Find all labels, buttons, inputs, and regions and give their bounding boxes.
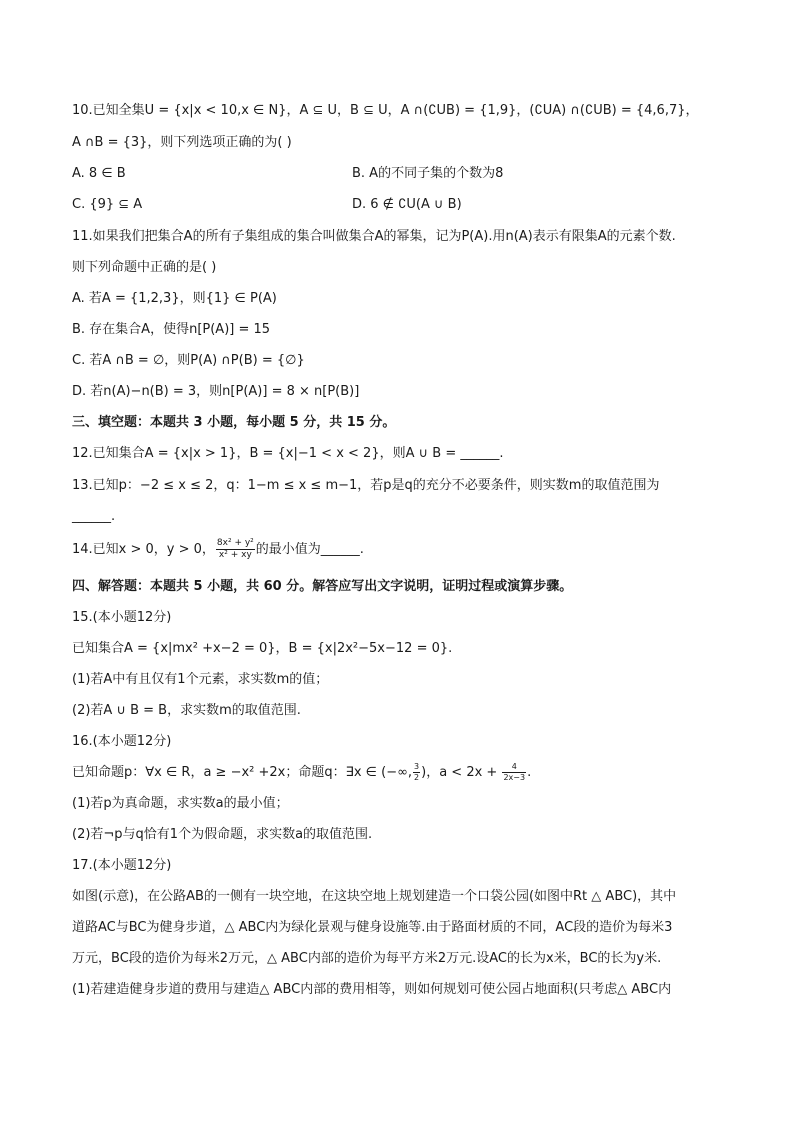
q12-stem: 12.已知集合A = {x|x > 1}，B = {x|−1 < x < 2}，则A ∪ B = ______. bbox=[72, 446, 504, 461]
q10-option-a: A. 8 ∈ B bbox=[72, 166, 126, 181]
q10-option-c: C. {9} ⊆ A bbox=[72, 197, 143, 212]
q16-stem bbox=[72, 762, 531, 783]
section-3-heading: 三、填空题：本题共 3 小题，每小题 5 分，共 15 分。 bbox=[72, 415, 396, 430]
q16-part2: (2)若¬p与q恰有1个为假命题，求实数a的取值范围. bbox=[72, 827, 373, 842]
q10-stem-line1: 10.已知全集U = {x|x < 10,x ∈ N}，A ⊆ U，B ⊆ U，A ∩(∁UB) = {1,9}，(∁UA) ∩(∁UB) = {4,6,7}， bbox=[72, 103, 699, 118]
q13-stem-line2: ______. bbox=[72, 509, 116, 524]
q17-stem-line3: 万元，BC段的造价为每米2万元，△ ABC内部的造价为每平方米2万元.设AC的长为x米，BC的长为y米. bbox=[72, 951, 662, 966]
q16-heading: 16.(本小题12分) bbox=[72, 734, 172, 749]
q11-stem-line1: 11.如果我们把集合A的所有子集组成的集合叫做集合A的幂集，记为P(A).用n(A)表示有限集A的元素个数. bbox=[72, 229, 676, 244]
section-4-heading: 四、解答题：本题共 5 小题，共 60 分。解答应写出文字说明，证明过程或演算步骤。 bbox=[72, 579, 573, 594]
q11-option-d: D. 若n(A)−n(B) = 3，则n[P(A)] = 8 × n[P(B)] bbox=[72, 384, 360, 399]
q15-part2: (2)若A ∪ B = B，求实数m的取值范围. bbox=[72, 703, 301, 718]
q10-option-b: B. A的不同子集的个数为8 bbox=[352, 166, 504, 181]
q17-heading: 17.(本小题12分) bbox=[72, 858, 172, 873]
q11-stem-line2: 则下列命题中正确的是( ) bbox=[72, 260, 217, 275]
q17-stem-line1: 如图(示意)，在公路AB的一侧有一块空地，在这块空地上规划建造一个口袋公园(如图中Rt △ ABC)，其中 bbox=[72, 889, 677, 904]
q14-prefix: 14.已知x > 0，y > 0， bbox=[72, 542, 215, 557]
q16-part1: (1)若p为真命题，求实数a的最小值； bbox=[72, 796, 289, 811]
q16-stem-suffix: . bbox=[527, 765, 532, 780]
q17-part1: (1)若建造健身步道的费用与建造△ ABC内部的费用相等，则如何规划可使公园占地面积(只考虑△ ABC内 bbox=[72, 982, 672, 997]
q11-option-c: C. 若A ∩B = ∅，则P(A) ∩P(B) = {∅} bbox=[72, 353, 305, 368]
q16-fraction-three-halves bbox=[413, 762, 420, 783]
q14-fraction-numerator: 8x² + y² bbox=[216, 538, 254, 548]
q15-part1: (1)若A中有且仅有1个元素，求实数m的值； bbox=[72, 672, 329, 687]
q16-fraction-four-over bbox=[502, 762, 526, 783]
q15-heading: 15.(本小题12分) bbox=[72, 610, 172, 625]
q16-fraction2-numerator: 4 bbox=[502, 762, 526, 773]
q16-stem-prefix: 已知命题p：∀x ∈ R，a ≥ −x² +2x；命题q：∃x ∈ (−∞, bbox=[72, 765, 413, 780]
q11-option-a: A. 若A = {1,2,3}，则{1} ∈ P(A) bbox=[72, 291, 277, 306]
q16-fraction2-denominator: 2x−3 bbox=[503, 773, 526, 782]
q16-fraction1-numerator: 3 bbox=[414, 762, 420, 771]
q17-stem-line2: 道路AC与BC为健身步道，△ ABC内为绿化景观与健身设施等.由于路面材质的不同，AC段的造价为每米3 bbox=[72, 920, 673, 935]
q16-fraction1-denominator: 2 bbox=[414, 773, 420, 782]
q11-option-b: B. 存在集合A，使得n[P(A)] = 15 bbox=[72, 322, 271, 337]
q14-fraction bbox=[216, 538, 255, 561]
q15-stem: 已知集合A = {x|mx² +x−2 = 0}，B = {x|2x²−5x−12 = 0}. bbox=[72, 641, 453, 656]
q14-fraction-denominator: x² + xy bbox=[218, 550, 252, 560]
q10-option-row2 bbox=[72, 196, 462, 214]
q10-option-d: D. 6 ∉ ∁U(A ∪ B) bbox=[352, 197, 462, 212]
q10-stem-line2: A ∩B = {3}，则下列选项正确的为( ) bbox=[72, 135, 292, 150]
q10-option-row1 bbox=[72, 165, 504, 183]
q16-stem-middle: )，a < 2x + bbox=[421, 765, 502, 780]
q13-stem-line1: 13.已知p：−2 ≤ x ≤ 2，q：1−m ≤ x ≤ m−1，若p是q的充分不必要条件，则实数m的取值范围为 bbox=[72, 478, 660, 493]
q14-suffix: 的最小值为______. bbox=[255, 542, 364, 557]
q14-stem bbox=[72, 538, 364, 561]
